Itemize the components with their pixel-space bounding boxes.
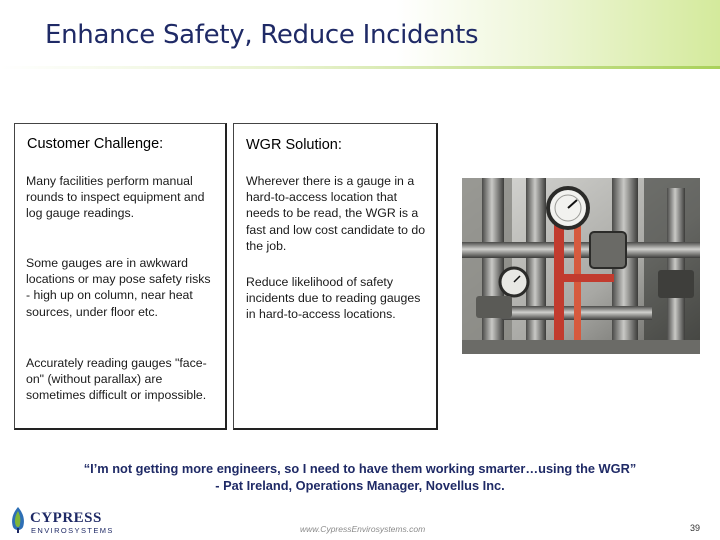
customer-challenge-heading: Customer Challenge: — [27, 136, 164, 152]
solution-paragraph-2: Reduce likelihood of safety incidents due to reading gauges in hard-to-access locations. — [246, 275, 421, 322]
industrial-gauge-pipes-photo — [462, 178, 700, 354]
customer-quote: “I’m not getting more engineers, so I need to have them working smarter…using the WGR” — [83, 461, 637, 476]
customer-challenge-panel — [14, 123, 227, 430]
header-accent-line — [0, 66, 720, 69]
cypress-logo — [8, 506, 118, 534]
challenge-paragraph-3: Accurately reading gauges "face-on" (without parallax) are sometimes difficult or impossible. — [26, 356, 207, 403]
quote-attribution: - Pat Ireland, Operations Manager, Novellus Inc. — [215, 478, 505, 493]
solution-paragraph-1: Wherever there is a gauge in a hard-to-access location that needs to be read, the WGR is a fast and low cost candidate to do the job. — [246, 174, 426, 253]
challenge-paragraph-2: Some gauges are in awkward locations or may pose safety risks - high up on column, near heat sources, under floor etc. — [26, 256, 211, 319]
wgr-solution-panel — [233, 123, 438, 430]
footer-website-link[interactable]: www.CypressEnvirosystems.com — [300, 524, 426, 534]
gauge-pipes-illustration — [462, 178, 700, 354]
logo-wordmark: CYPRESS — [30, 510, 102, 526]
cypress-tree-icon — [8, 506, 28, 534]
logo-subtitle: ENVIROSYSTEMS — [31, 526, 114, 535]
page-number: 39 — [690, 523, 701, 533]
challenge-paragraph-1: Many facilities perform manual rounds to inspect equipment and log gauge readings. — [26, 174, 205, 221]
wgr-solution-heading: WGR Solution: — [246, 137, 342, 153]
slide-title: Enhance Safety, Reduce Incidents — [45, 20, 479, 50]
